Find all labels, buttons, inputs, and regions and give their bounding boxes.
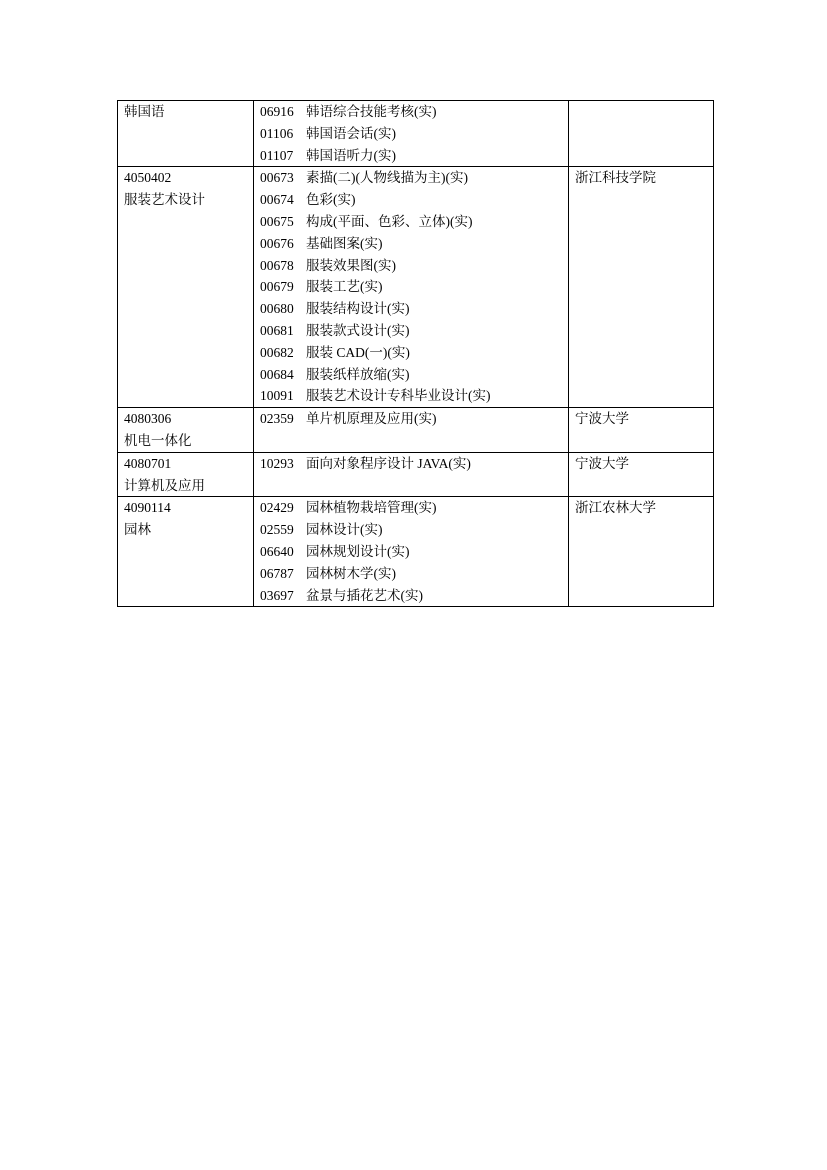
course-item [260,189,568,211]
major-cell [118,408,254,453]
table-row [118,101,714,167]
major-code: 4080701 [124,455,172,471]
course-name: 构成(平面、色彩、立体)(实) [306,213,473,229]
course-item [260,342,568,364]
course-item [260,255,568,277]
course-name: 韩国语听力(实) [306,147,396,163]
major-cell [118,497,254,607]
course-code: 01107 [260,147,294,163]
course-code: 00678 [260,257,294,273]
course-code: 01106 [260,125,294,141]
major-name: 计算机及应用 [124,477,205,493]
course-name: 服装纸样放缩(实) [306,366,410,382]
course-name: 盆景与插花艺术(实) [306,587,423,603]
course-item [260,233,568,255]
school-name: 浙江农林大学 [575,500,656,516]
course-name: 面向对象程序设计 JAVA(实) [306,455,471,471]
course-code: 02559 [260,522,294,538]
course-name: 服装结构设计(实) [306,301,410,317]
major-code: 4090114 [124,500,171,516]
course-item [260,541,568,563]
course-code: 00682 [260,344,294,360]
course-name: 园林规划设计(实) [306,543,410,559]
course-item [260,519,568,541]
courses-cell [254,408,569,453]
course-code: 03697 [260,587,294,603]
course-name: 色彩(实) [306,192,356,208]
course-item [260,123,568,145]
course-code: 06916 [260,104,294,119]
courses-cell [254,101,569,167]
course-code: 00674 [260,192,294,208]
table-row [118,408,714,453]
course-code: 02429 [260,500,294,516]
course-code: 00681 [260,322,294,338]
course-code: 10091 [260,388,294,404]
school-name: 宁波大学 [575,455,629,471]
school-cell [569,497,714,607]
course-name: 服装工艺(实) [306,279,383,295]
course-code: 00675 [260,213,294,229]
course-code: 00684 [260,366,294,382]
school-cell [569,452,714,497]
major-code: 4050402 [124,170,172,186]
major-name: 韩国语 [124,104,165,119]
course-name: 基础图案(实) [306,235,383,251]
course-name: 素描(二)(人物线描为主)(实) [306,170,468,186]
course-item [260,497,568,519]
course-name: 服装艺术设计专科毕业设计(实) [306,388,491,404]
course-name: 服装效果图(实) [306,257,396,273]
major-name: 园林 [124,522,151,538]
school-cell [569,408,714,453]
course-code: 00680 [260,301,294,317]
course-item [260,385,568,407]
courses-cell [254,167,569,408]
course-item [260,276,568,298]
course-table [117,100,714,607]
cell-spacer [260,475,568,497]
table-row [118,452,714,497]
course-name: 园林树木学(实) [306,565,396,581]
school-cell [569,167,714,408]
table-body [118,101,714,607]
school-cell [569,101,714,167]
course-code: 06787 [260,565,294,581]
course-item [260,145,568,167]
course-name: 单片机原理及应用(实) [306,411,437,427]
course-item [260,453,568,475]
course-item [260,408,568,430]
major-name: 服装艺术设计 [124,192,205,208]
course-item [260,101,568,123]
course-code: 00679 [260,279,294,295]
course-name: 服装款式设计(实) [306,322,410,338]
course-name: 韩语综合技能考核(实) [306,104,437,119]
course-name: 园林设计(实) [306,522,383,538]
school-name: 浙江科技学院 [575,170,656,186]
course-item [260,167,568,189]
course-item [260,211,568,233]
course-code: 02359 [260,411,294,427]
course-code: 06640 [260,543,294,559]
table-row [118,167,714,408]
cell-spacer [260,430,568,452]
major-cell [118,452,254,497]
course-item [260,585,568,607]
course-item [260,563,568,585]
course-item [260,364,568,386]
course-code: 10293 [260,455,294,471]
courses-cell [254,497,569,607]
course-name: 园林植物栽培管理(实) [306,500,437,516]
school-name [575,101,713,123]
table-row [118,497,714,607]
course-code: 00673 [260,170,294,186]
major-name: 机电一体化 [124,432,192,448]
course-name: 服装 CAD(一)(实) [306,344,410,360]
course-name: 韩国语会话(实) [306,125,396,141]
major-cell [118,167,254,408]
course-item [260,320,568,342]
major-cell [118,101,254,167]
school-name: 宁波大学 [575,411,629,427]
courses-cell [254,452,569,497]
course-code: 00676 [260,235,294,251]
major-code: 4080306 [124,411,172,427]
course-item [260,298,568,320]
